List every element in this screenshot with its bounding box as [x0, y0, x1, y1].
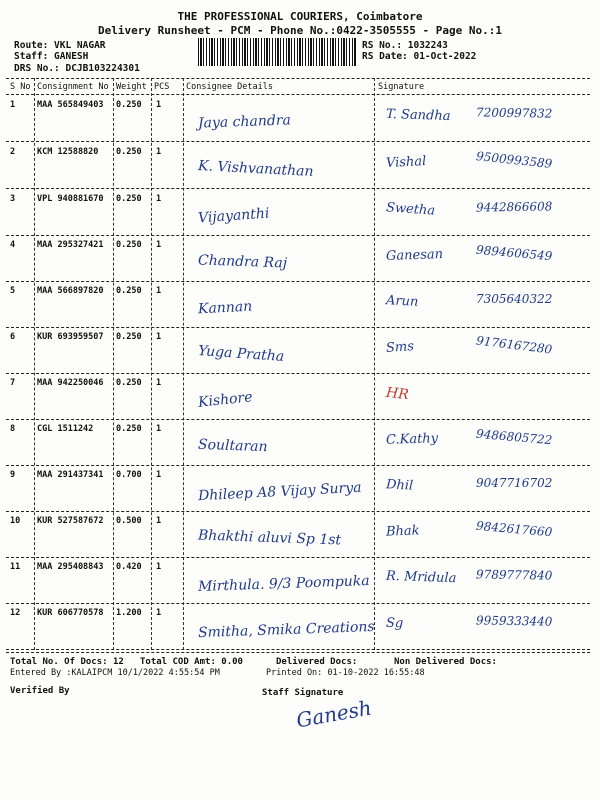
table-row — [6, 466, 590, 512]
table-row — [6, 374, 590, 420]
serial-number: 5 — [10, 286, 16, 296]
pieces-count: 1 — [156, 147, 162, 157]
receiver-signature: Dhil — [385, 477, 414, 494]
receiver-signature: R. Mridula — [385, 568, 457, 587]
consignee-handwriting: Dhileep A8 Vijay Surya — [197, 479, 362, 505]
runsheet-subtitle: Delivery Runsheet - PCM - Phone No.:0422-3505555 - Page No.:1 — [98, 24, 502, 37]
receiver-signature: Bhak — [385, 523, 420, 540]
pieces-count: 1 — [156, 608, 162, 618]
weight-value: 1.200 — [116, 608, 142, 618]
receiver-phone: 9486805722 — [475, 426, 553, 448]
table-row — [6, 190, 590, 236]
consignment-number: KUR 606770578 — [37, 608, 104, 618]
staff-label: Staff: GANESH — [14, 51, 89, 62]
table-row — [6, 512, 590, 558]
serial-number: 3 — [10, 194, 16, 204]
consignee-handwriting: Soultaran — [197, 436, 268, 456]
serial-number: 7 — [10, 378, 16, 388]
table-row — [6, 558, 590, 604]
table-row — [6, 420, 590, 466]
pieces-count: 1 — [156, 100, 162, 110]
col-pcs: PCS — [154, 82, 170, 92]
table-top-rule — [6, 78, 590, 79]
receiver-signature: HR — [385, 384, 410, 404]
staff-signature-label: Staff Signature — [262, 688, 344, 698]
drs-number: DRS No.: DCJB103224301 — [14, 63, 140, 74]
barcode-image — [198, 38, 356, 66]
row-separator — [6, 649, 590, 650]
receiver-signature: T. Sandha — [385, 106, 451, 125]
printed-on: Printed On: 01-10-2022 16:55:48 — [266, 668, 425, 678]
serial-number: 4 — [10, 240, 16, 250]
receiver-signature: C.Kathy — [385, 431, 439, 448]
row-separator — [6, 188, 590, 189]
pieces-count: 1 — [156, 516, 162, 526]
delivered-docs: Delivered Docs: — [276, 657, 358, 667]
consignee-handwriting: Vijayanthi — [197, 205, 270, 227]
weight-value: 0.700 — [116, 470, 142, 480]
entered-by: Entered By :KALAIPCM 10/1/2022 4:55:54 PM — [10, 668, 220, 678]
rs-date: RS Date: 01-Oct-2022 — [362, 51, 477, 62]
pieces-count: 1 — [156, 378, 162, 388]
weight-value: 0.250 — [116, 100, 142, 110]
table-row — [6, 236, 590, 282]
consignee-handwriting: Kishore — [197, 389, 254, 411]
col-consignment: Consignment No — [37, 82, 109, 92]
consignment-number: MAA 295408843 — [37, 562, 104, 572]
pieces-count: 1 — [156, 332, 162, 342]
weight-value: 0.250 — [116, 194, 142, 204]
consignee-handwriting: Chandra Raj — [197, 252, 288, 272]
consignee-handwriting: Kannan — [197, 298, 253, 318]
receiver-phone: 7200997832 — [475, 105, 553, 121]
row-separator — [6, 141, 590, 142]
serial-number: 6 — [10, 332, 16, 342]
rs-number: RS No.: 1032243 — [362, 40, 448, 51]
receiver-phone: 9789777840 — [475, 567, 553, 583]
consignment-number: MAA 295327421 — [37, 240, 104, 250]
receiver-signature: Swetha — [385, 200, 436, 219]
receiver-signature: Vishal — [385, 153, 427, 172]
pieces-count: 1 — [156, 562, 162, 572]
serial-number: 10 — [10, 516, 21, 526]
col-consignee: Consignee Details — [186, 82, 273, 92]
non-delivered-docs: Non Delivered Docs: — [394, 657, 497, 667]
consignment-number: KCM 12588820 — [37, 147, 99, 157]
table-row — [6, 328, 590, 374]
table-row — [6, 96, 590, 142]
table-row — [6, 143, 590, 189]
col-sno: S No — [10, 82, 31, 92]
receiver-phone: 9047716702 — [476, 476, 553, 490]
weight-value: 0.250 — [116, 240, 142, 250]
receiver-phone: 9894606549 — [475, 242, 553, 264]
weight-value: 0.250 — [116, 147, 142, 157]
consignment-number: MAA 291437341 — [37, 470, 104, 480]
consignee-handwriting: K. Vishvanathan — [197, 157, 314, 181]
receiver-phone: 7305640322 — [476, 292, 553, 306]
total-docs: Total No. Of Docs: 12 — [10, 657, 124, 667]
serial-number: 12 — [10, 608, 21, 618]
consignee-handwriting: Bhakthi aluvi Sp 1st — [197, 527, 342, 549]
receiver-phone: 9176167280 — [475, 333, 553, 357]
table-header-rule — [6, 94, 590, 95]
consignment-number: KUR 693959507 — [37, 332, 104, 342]
serial-number: 8 — [10, 424, 16, 434]
weight-value: 0.250 — [116, 378, 142, 388]
table-row — [6, 604, 590, 650]
receiver-signature: Sms — [385, 339, 415, 356]
pieces-count: 1 — [156, 240, 162, 250]
serial-number: 1 — [10, 100, 16, 110]
receiver-phone: 9442866608 — [475, 199, 553, 215]
consignee-handwriting: Jaya chandra — [197, 112, 292, 132]
serial-number: 11 — [10, 562, 21, 572]
weight-value: 0.420 — [116, 562, 142, 572]
receiver-phone: 9959333440 — [475, 613, 553, 629]
company-title: THE PROFESSIONAL COURIERS, Coimbatore — [177, 10, 423, 23]
table-row — [6, 282, 590, 328]
consignment-number: MAA 565849403 — [37, 100, 104, 110]
staff-signature-handwriting: Ganesh — [294, 695, 374, 733]
table-bottom-rule — [6, 652, 590, 653]
total-cod: Total COD Amt: 0.00 — [140, 657, 243, 667]
weight-value: 0.250 — [116, 332, 142, 342]
weight-value: 0.250 — [116, 424, 142, 434]
receiver-phone: 9842617660 — [475, 518, 553, 540]
receiver-phone: 9500993589 — [475, 149, 553, 171]
consignee-handwriting: Yuga Pratha — [197, 343, 285, 365]
pieces-count: 1 — [156, 424, 162, 434]
pieces-count: 1 — [156, 194, 162, 204]
pieces-count: 1 — [156, 470, 162, 480]
consignment-number: CGL 1511242 — [37, 424, 94, 434]
weight-value: 0.250 — [116, 286, 142, 296]
receiver-signature: Sg — [385, 615, 404, 632]
consignment-number: KUR 527587672 — [37, 516, 104, 526]
receiver-signature: Arun — [385, 293, 419, 310]
consignment-number: VPL 940881670 — [37, 194, 104, 204]
consignee-handwriting: Smitha, Smika Creations — [197, 618, 375, 642]
consignee-handwriting: Mirthula. 9/3 Poompuka — [197, 573, 370, 595]
consignment-number: MAA 566897820 — [37, 286, 104, 296]
weight-value: 0.500 — [116, 516, 142, 526]
col-signature: Signature — [378, 82, 425, 92]
route-label: Route: VKL NAGAR — [14, 40, 106, 51]
verified-by: Verified By — [10, 686, 70, 696]
col-weight: Weight — [116, 82, 147, 92]
serial-number: 2 — [10, 147, 16, 157]
serial-number: 9 — [10, 470, 16, 480]
pieces-count: 1 — [156, 286, 162, 296]
receiver-signature: Ganesan — [385, 247, 444, 264]
consignment-number: MAA 942250046 — [37, 378, 104, 388]
